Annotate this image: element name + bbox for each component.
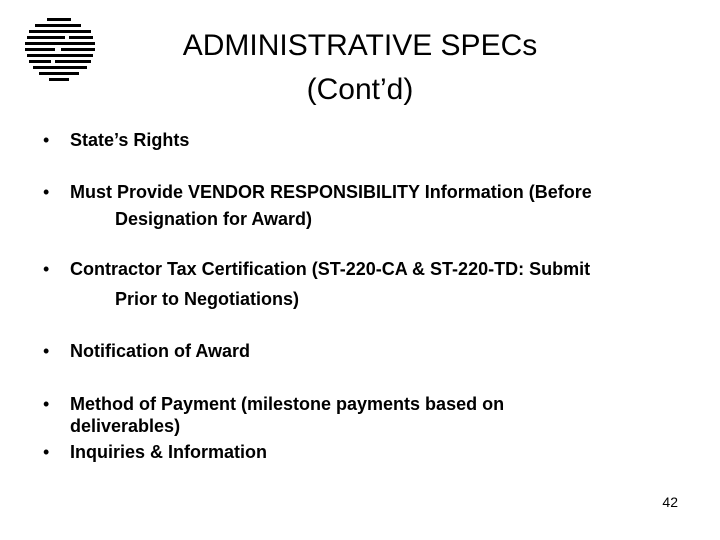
bullet-icon: •: [43, 259, 50, 279]
bullet-text: Notification of Award: [70, 341, 250, 361]
bullet-text-continuation: Designation for Award): [115, 209, 313, 229]
bullet-icon: •: [43, 394, 50, 414]
striped-globe-logo-icon: [25, 18, 95, 82]
bullet-text: Method of Payment (milestone payments based on: [70, 394, 505, 414]
slide-title: [110, 24, 610, 112]
page-number: 42: [662, 494, 678, 510]
bullet-text: Contractor Tax Certification (ST-220-CA & ST-220-TD: Submit: [70, 259, 591, 279]
slide-title-line-2: (Cont’d): [306, 73, 414, 106]
bullet-icon: •: [43, 182, 50, 202]
bullet-text-continuation: deliverables): [70, 416, 181, 436]
bullet-text-continuation: Prior to Negotiations): [115, 289, 299, 309]
bullet-icon: •: [43, 130, 50, 150]
bullet-icon: •: [43, 442, 50, 462]
bullet-text: Must Provide VENDOR RESPONSIBILITY Information (Before: [70, 182, 592, 202]
bullet-icon: •: [43, 341, 50, 361]
slide-title-line-1: ADMINISTRATIVE SPECs: [182, 29, 538, 62]
bullet-text: Inquiries & Information: [70, 442, 268, 462]
bullet-text: State’s Rights: [70, 130, 190, 150]
